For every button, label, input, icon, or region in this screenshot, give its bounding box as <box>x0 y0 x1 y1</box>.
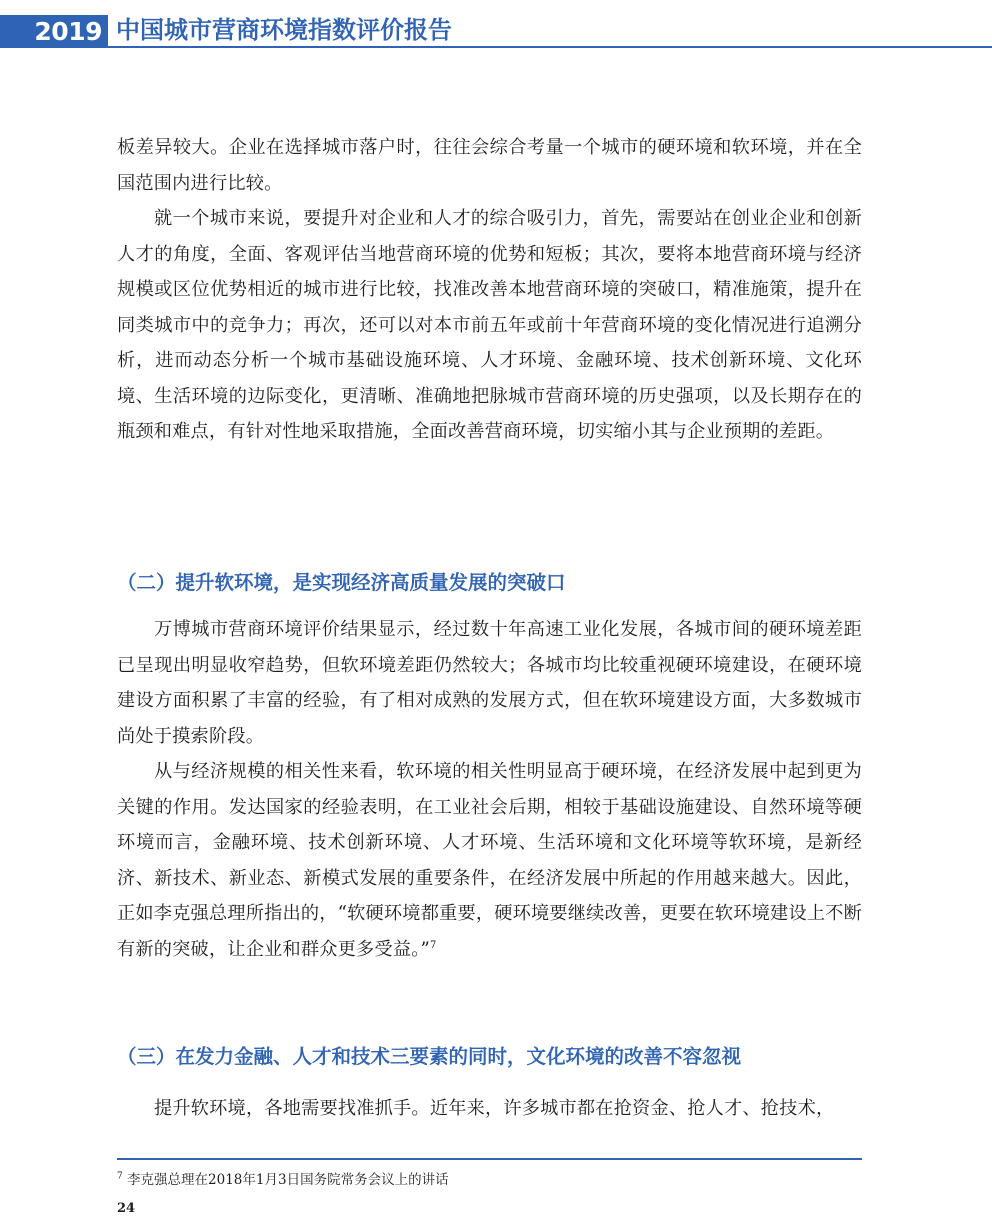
section-3-block <box>117 1091 862 1127</box>
intro-paragraph-2: 就一个城市来说，要提升对企业和人才的综合吸引力，首先，需要站在创业企业和创新人才的角度，全面、客观评估当地营商环境的优势和短板；其次，要将本地营商环境与经济规模或区位优势相近的城市进行比较，找准改善本地营商环境的突破口，精准施策，提升在同类城市中的竞争力；再次，还可以对本市前五年或前十年营商环境的变化情况进行追溯分析，进而动态分析一个城市基础设施环境、人才环境、金融环境、技术创新环境、文化环境、生活环境的边际变化，更清晰、准确地把脉城市营商环境的历史强项，以及长期存在的瓶颈和难点，有针对性地采取措施，全面改善营商环境，切实缩小其与企业预期的差距。 <box>117 208 862 442</box>
footnote-rule <box>117 1158 862 1160</box>
page-number: 24 <box>117 1201 136 1216</box>
footnote-number: 7 <box>117 1171 123 1182</box>
section-2-paragraph-1: 万博城市营商环境评价结果显示，经过数十年高速工业化发展，各城市间的硬环境差距已呈现出明显收窄趋势，但软环境差距仍然较大；各城市均比较重视硬环境建设，在硬环境建设方面积累了丰富的经验，有了相对成熟的发展方式，但在软环境建设方面，大多数城市尚处于摸索阶段。 <box>117 619 862 747</box>
header-rule <box>0 46 992 48</box>
header-year: 2019 <box>34 16 102 46</box>
section-2-paragraph-2 <box>117 754 862 967</box>
intro-block <box>117 130 862 450</box>
header-year-band <box>0 15 108 47</box>
section-3-paragraph-1: 提升软环境，各地需要找准抓手。近年来，许多城市都在抢资金、抢人才、抢技术， <box>154 1098 835 1119</box>
header-title: 中国城市营商环境指数评价报告 <box>116 16 452 44</box>
section-2-title: （二）提升软环境，是实现经济高质量发展的突破口 <box>117 571 566 594</box>
footnote <box>117 1168 449 1188</box>
intro-paragraph-1: 板差异较大。企业在选择城市落户时，往往会综合考量一个城市的硬环境和软环境，并在全国范围内进行比较。 <box>117 137 862 194</box>
section-2-block <box>117 612 862 967</box>
footnote-text: 李克强总理在2018年1月3日国务院常务会议上的讲话 <box>127 1172 449 1188</box>
section-3-title: （三）在发力金融、人才和技术三要素的同时，文化环境的改善不容忽视 <box>117 1045 742 1068</box>
section-2-paragraph-2-text: 从与经济规模的相关性来看，软环境的相关性明显高于硬环境，在经济发展中起到更为关键的作用。发达国家的经验表明，在工业社会后期，相较于基础设施建设、自然环境等硬环境而言，金融环境、技术创新环境、人才环境、生活环境和文化环境等软环境，是新经济、新技术、新业态、新模式发展的重要条件，在经济发展中所起的作用越来越大。因此，正如李克强总理所指出的，“软硬环境都重要，硬环境要继续改善，更要在软环境建设上不断有新的突破，让企业和群众更多受益。” <box>117 761 862 960</box>
footnote-reference: 7 <box>430 939 437 951</box>
